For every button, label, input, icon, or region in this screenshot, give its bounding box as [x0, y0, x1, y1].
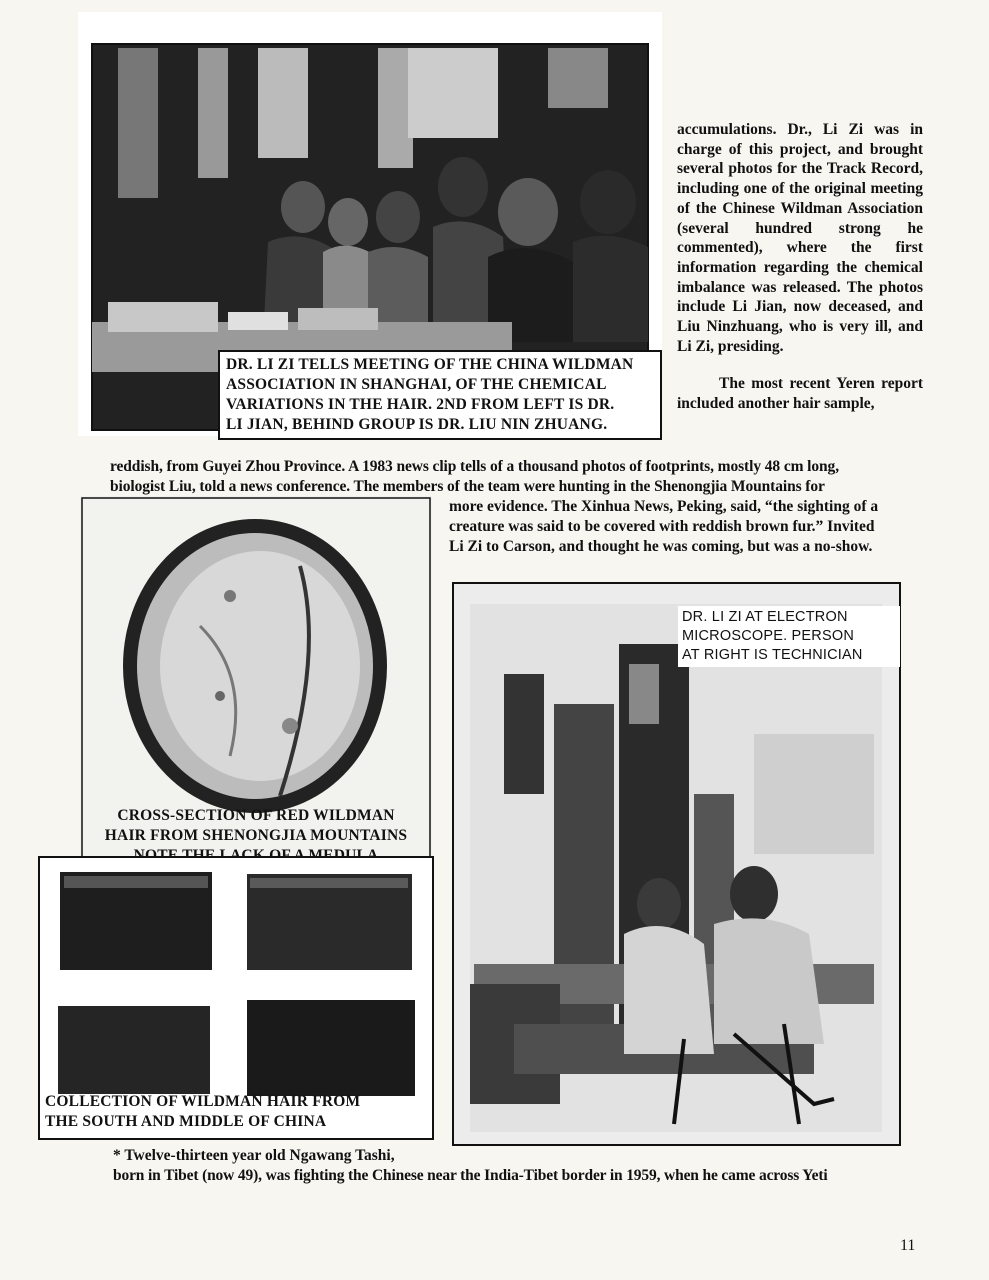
right-column-paragraph: accumulations. Dr., Li Zi was in charge of this project, and brought several photos for the Track Record, including one of the original meeting of the Chinese Wildman Association (several hundred strong he commented), where the first information regarding the chemical imbalance was released. The photos include Li Jian, now deceased, and Liu Ninzhuang, who is very ill, and Li Zi, presiding.: [677, 121, 923, 355]
bleed-through: [700, 70, 950, 80]
microscope-caption: [678, 606, 900, 667]
microscope-caption-line: DR. LI ZI AT ELECTRON: [682, 609, 848, 625]
meeting-caption-line: LI JIAN, BEHIND GROUP IS DR. LIU NIN ZHUANG.: [226, 416, 608, 433]
cross-section-caption-line: HAIR FROM SHENONGJIA MOUNTAINS: [104, 827, 408, 844]
microscope-caption-line: MICROSCOPE. PERSON: [682, 628, 854, 644]
hair-collection-caption-line: THE SOUTH AND MIDDLE OF CHINA: [45, 1113, 327, 1130]
right-column-text: [677, 120, 923, 414]
meeting-caption-line: VARIATIONS IN THE HAIR. 2ND FROM LEFT IS DR.: [226, 396, 615, 413]
meeting-caption-line: ASSOCIATION IN SHANGHAI, OF THE CHEMICAL: [226, 376, 607, 393]
bottom-text-line: * Twelve-thirteen year old Ngawang Tashi,: [113, 1147, 395, 1164]
middle-text-line: creature was said to be covered with reddish brown fur.” Invited: [449, 518, 875, 535]
microscope-image: [454, 584, 899, 1144]
meeting-caption-line: DR. LI ZI TELLS MEETING OF THE CHINA WILDMAN: [226, 356, 634, 373]
middle-text-line: more evidence. The Xinhua News, Peking, said, “the sighting of a: [449, 498, 879, 515]
right-column-paragraph: The most recent Yeren report included another hair sample,: [677, 375, 923, 413]
wide-text-line: reddish, from Guyei Zhou Province. A 1983 news clip tells of a thousand photos of footprints, mostly 48 cm long,: [110, 458, 839, 475]
middle-text-line: Li Zi to Carson, and thought he was coming, but was a no-show.: [449, 538, 873, 555]
hair-collection-caption-line: COLLECTION OF WILDMAN HAIR FROM: [45, 1093, 361, 1110]
hair-collection-caption: [45, 1092, 425, 1132]
wide-text-line: biologist Liu, told a news conference. The members of the team were hunting in the Shenongjia Mountains for: [110, 478, 825, 495]
meeting-caption: [218, 350, 662, 440]
page-number: 11: [900, 1237, 916, 1254]
cross-section-caption-line: CROSS-SECTION OF RED WILDMAN: [117, 807, 395, 824]
microscope-caption-line: AT RIGHT IS TECHNICIAN: [682, 647, 863, 663]
bottom-text-line: born in Tibet (now 49), was fighting the Chinese near the India-Tibet border in 1959, when he came across Yeti: [113, 1167, 828, 1184]
